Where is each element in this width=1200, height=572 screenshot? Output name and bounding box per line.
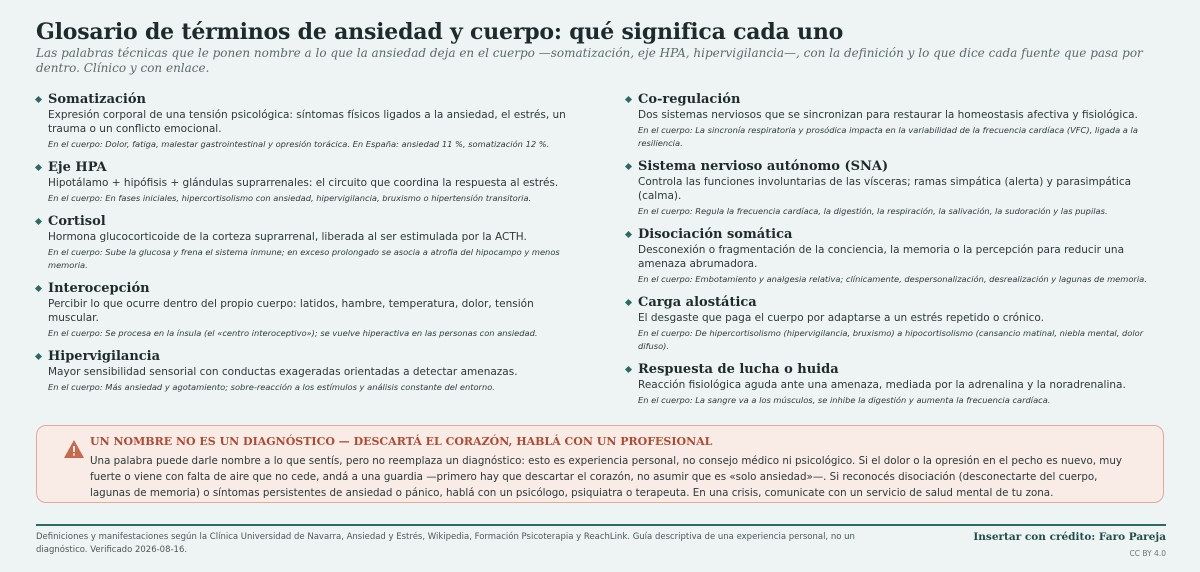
term-definition: Hormona glucocorticoide de la corteza suprarrenal, liberada al ser estimulada por la ACTH.: [48, 231, 527, 243]
term-definition: Reacción fisiológica aguda ante una amenaza, mediada por la adrenalina y la noradrenalina.: [638, 379, 1126, 391]
term-body-effect: En el cuerpo: En fases iniciales, hipercortisolismo con ansiedad, hipervigilancia, bruxismo o hipertensión transitoria.: [48, 193, 532, 203]
glossary-term-left-0: [36, 92, 586, 151]
term-body-effect: En el cuerpo: Embotamiento y analgesia relativa; clínicamente, despersonalización, desrealización y lagunas de memoria.: [638, 274, 1147, 284]
terms-column-right: [626, 92, 1166, 416]
glossary-term-left-4: [36, 349, 586, 394]
terms-grid: [36, 92, 1166, 416]
term-name: Carga alostática: [638, 295, 757, 310]
term-body-effect: En el cuerpo: La sincronía respiratoria y prosódica impacta en la variabilidad de la frecuencia cardíaca (VFC), ligada a la resiliencia.: [638, 125, 1138, 148]
diamond-bullet-icon: [625, 231, 632, 238]
term-definition: Expresión corporal de una tensión psicológica: síntomas físicos ligados a la ansiedad, el estrés, un trauma o un conflicto emocional.: [48, 109, 566, 135]
footer-divider: [36, 524, 1166, 526]
term-body-effect: En el cuerpo: Más ansiedad y agotamiento; sobre-reacción a los estímulos y análisis constante del entorno.: [48, 382, 495, 392]
glossary-term-right-3: [626, 295, 1166, 353]
diamond-bullet-icon: [625, 96, 632, 103]
term-name: Cortisol: [48, 214, 106, 229]
term-name: Hipervigilancia: [48, 349, 161, 364]
disclaimer-text: Una palabra puede darle nombre a lo que sentís, pero no reemplaza un diagnóstico: esto es experiencia personal, no consejo médico ni psicológico. Si el dolor o la opresión en el pecho es nuevo, muy fuerte o viene con falta de aire que no cede, andá a una guardia —primero hay que descartar el corazón, no asumir que es «solo ansiedad»—. Si reconocés disociación (desconectarte del cuerpo, lagunas de memoria) o síntomas persistentes de ansiedad o pánico, hablá con un psicólogo, psiquiatra o terapeuta. En una crisis, comunicate con un servicio de salud mental de tu zona.: [90, 455, 1122, 499]
disclaimer-box: [36, 425, 1164, 503]
term-body-effect: En el cuerpo: Dolor, fatiga, malestar gastrointestinal y opresión torácica. En España: ansiedad 11 %, somatización 12 %.: [48, 139, 550, 149]
sources-note: Definiciones y manifestaciones según la Clínica Universidad de Navarra, Ansiedad y Estrés, Wikipedia, Formación Psicoterapia y ReachLink. Guía descriptiva de una experiencia personal, no un diagnóstico. Verificado 2026-08-16.: [36, 532, 855, 555]
term-body-effect: En el cuerpo: Sube la glucosa y frena el sistema inmune; en exceso prolongado se asocia a atrofia del hipocampo y menos memoria.: [48, 247, 560, 270]
diamond-bullet-icon: [625, 299, 632, 306]
term-definition: Controla las funciones involuntarias de las vísceras; ramas simpática (alerta) y parasimpática (calma).: [638, 176, 1132, 202]
glossary-term-right-2: [626, 227, 1166, 286]
term-body-effect: En el cuerpo: Se procesa en la ínsula (el «centro interoceptivo»); se vuelve hiperactiva en las personas con ansiedad.: [48, 328, 538, 338]
disclaimer-title: UN NOMBRE NO ES UN DIAGNÓSTICO — DESCARTÁ EL CORAZÓN, HABLÁ CON UN PROFESIONAL: [90, 435, 713, 448]
term-definition: Hipotálamo + hipófisis + glándulas suprarrenales: el circuito que coordina la respuesta al estrés.: [48, 177, 559, 189]
term-name: Disociación somática: [638, 227, 793, 242]
glossary-term-right-4: [626, 362, 1166, 407]
diamond-bullet-icon: [35, 353, 42, 360]
term-body-effect: En el cuerpo: La sangre va a los músculos, se inhibe la digestión y aumenta la frecuencia cardíaca.: [638, 395, 1051, 405]
diamond-bullet-icon: [35, 285, 42, 292]
term-name: Sistema nervioso autónomo (SNA): [638, 159, 889, 174]
term-name: Eje HPA: [48, 160, 107, 175]
term-body-effect: En el cuerpo: De hipercortisolismo (hipervigilancia, bruxismo) a hipocortisolismo (cansancio matinal, niebla mental, dolor difuso).: [638, 328, 1144, 351]
page-title: Glosario de términos de ansiedad y cuerpo: qué significa cada uno: [36, 19, 844, 45]
diamond-bullet-icon: [35, 164, 42, 171]
glossary-term-left-2: [36, 214, 586, 272]
term-name: Co-regulación: [638, 92, 741, 107]
term-definition: Desconexión o fragmentación de la conciencia, la memoria o la percepción para reducir una amenaza abrumadora.: [638, 244, 1125, 270]
glossary-term-left-3: [36, 281, 586, 340]
term-definition: Percibir lo que ocurre dentro del propio cuerpo: latidos, hambre, temperatura, dolor, tensión muscular.: [48, 298, 534, 324]
page-subtitle: Las palabras técnicas que le ponen nombre a lo que la ansiedad deja en el cuerpo —somatización, eje HPA, hipervigilancia—, con la definición y lo que dice cada fuente que pasa por dentro. Clínico y con enlace.: [36, 46, 1143, 75]
embed-credit: Insertar con crédito: Faro Pareja: [973, 531, 1166, 543]
term-name: Somatización: [48, 92, 146, 107]
terms-column-left: [36, 92, 586, 416]
glossary-page: [36, 18, 1166, 558]
term-definition: El desgaste que paga el cuerpo por adaptarse a un estrés repetido o crónico.: [638, 312, 1044, 324]
license-label: CC BY 4.0: [1129, 549, 1166, 558]
diamond-bullet-icon: [625, 366, 632, 373]
term-body-effect: En el cuerpo: Regula la frecuencia cardíaca, la digestión, la respiración, la salivación, la sudoración y las pupilas.: [638, 206, 1108, 216]
diamond-bullet-icon: [35, 96, 42, 103]
term-name: Interocepción: [48, 281, 150, 296]
term-definition: Dos sistemas nerviosos que se sincronizan para restaurar la homeostasis afectiva y fisiológica.: [638, 109, 1138, 121]
glossary-term-right-1: [626, 159, 1166, 218]
term-definition: Mayor sensibilidad sensorial con conductas exageradas orientadas a detectar amenazas.: [48, 366, 518, 378]
glossary-term-left-1: [36, 160, 586, 205]
diamond-bullet-icon: [35, 218, 42, 225]
diamond-bullet-icon: [625, 163, 632, 170]
term-name: Respuesta de lucha o huida: [638, 362, 839, 377]
glossary-term-right-0: [626, 92, 1166, 150]
warning-triangle-icon: [63, 439, 85, 459]
